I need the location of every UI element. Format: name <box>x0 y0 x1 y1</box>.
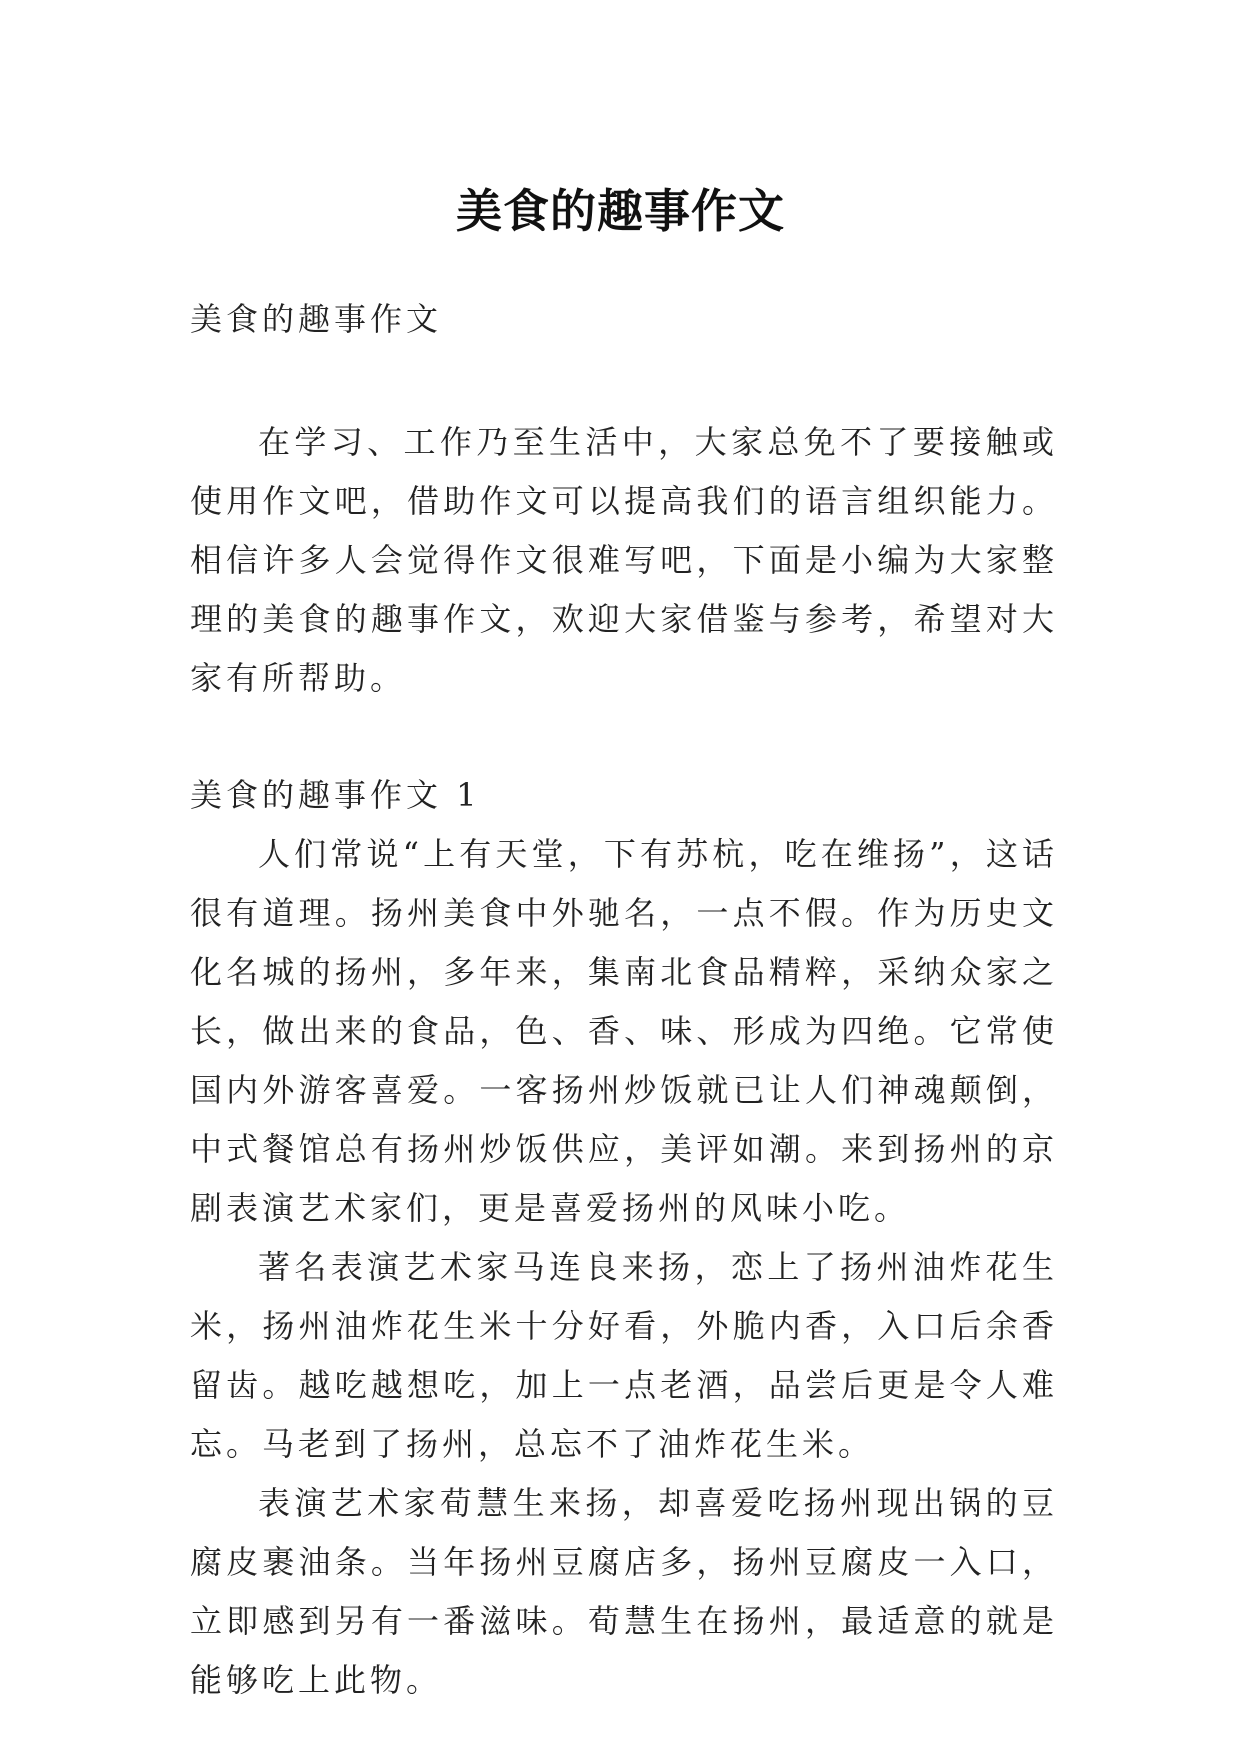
body-paragraph: 人们常说“上有天堂，下有苏杭，吃在维扬”，这话很有道理。扬州美食中外驰名，一点不假。作为历史文化名城的扬州，多年来，集南北食品精粹，采纳众家之长，做出来的食品，色、香、味、形成为四绝。它常使国内外游客喜爱。一客扬州炒饭就已让人们神魂颠倒，中式餐馆总有扬州炒饭供应，美评如潮。来到扬州的京剧表演艺术家们，更是喜爱扬州的风味小吃。 <box>190 835 1058 1227</box>
body-paragraph: 表演艺术家荀慧生来扬，却喜爱吃扬州现出锅的豆腐皮裹油条。当年扬州豆腐店多，扬州豆腐皮一入口，立即感到另有一番滋味。荀慧生在扬州，最适意的就是能够吃上此物。 <box>190 1484 1058 1699</box>
document-title: 美食的趣事作文 <box>456 183 785 238</box>
document-subtitle: 美食的趣事作文 <box>190 300 443 338</box>
body-paragraph: 著名表演艺术家马连良来扬，恋上了扬州油炸花生米，扬州油炸花生米十分好看，外脆内香，入口后余香留齿。越吃越想吃，加上一点老酒，品尝后更是令人难忘。马老到了扬州，总忘不了油炸花生米。 <box>190 1248 1058 1463</box>
section-heading: 美食的趣事作文 1 <box>190 776 481 814</box>
document-body <box>190 290 1058 1710</box>
spacer <box>190 349 1058 413</box>
intro-paragraph: 在学习、工作乃至生活中，大家总免不了要接触或使用作文吧，借助作文可以提高我们的语言组织能力。相信许多人会觉得作文很难写吧，下面是小编为大家整理的美食的趣事作文，欢迎大家借鉴与参考，希望对大家有所帮助。 <box>190 423 1058 697</box>
spacer <box>190 708 1058 766</box>
